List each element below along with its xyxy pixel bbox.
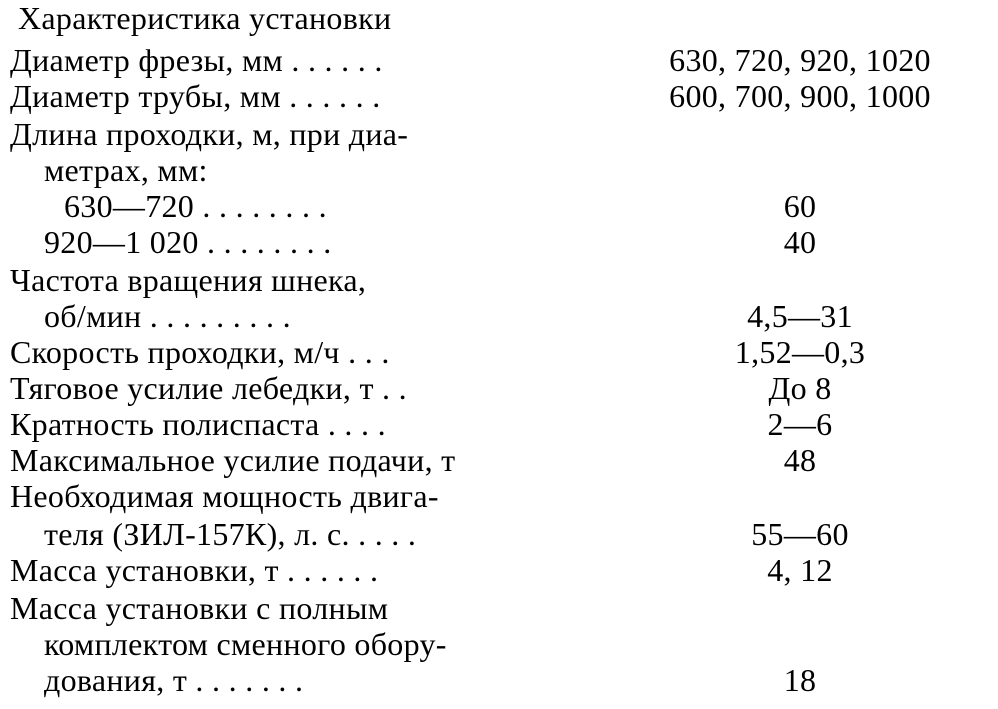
row-label-pulley-ratio: Кратность полиспаста . . . . [10, 406, 386, 442]
row-value-unit-mass: 4, 12 [767, 552, 833, 588]
row-label-winch-force: Тяговое усилие лебедки, т . . [10, 370, 407, 406]
document-title: Характеристика установки [18, 0, 392, 36]
row-value-max-feed-force: 48 [783, 442, 817, 478]
row-value-pipe-diameter: 600, 700, 900, 1000 [669, 78, 931, 114]
row-label-auger-speed-unit: об/мин . . . . . . . . . [44, 298, 291, 334]
row-label-auger-speed: Частота вращения шнека, [10, 262, 367, 298]
row-value-range-630-720: 60 [783, 188, 817, 224]
row-value-range-920-1020: 40 [783, 224, 817, 260]
row-value-pulley-ratio: 2—6 [767, 406, 833, 442]
row-label-drive-length-cont: метрах, мм: [44, 152, 208, 188]
row-label-full-mass: Масса установки с полным [10, 590, 389, 626]
row-label-range-920-1020: 920—1 020 . . . . . . . . [44, 224, 332, 260]
row-value-drive-speed: 1,52—0,3 [734, 334, 866, 370]
row-label-drive-speed: Скорость проходки, м/ч . . . [10, 334, 390, 370]
row-label-engine-power: Необходимая мощность двига- [10, 478, 439, 514]
row-value-winch-force: До 8 [768, 370, 832, 406]
row-label-pipe-diameter: Диаметр трубы, мм . . . . . . [10, 78, 381, 114]
row-label-max-feed-force: Максимальное усилие подачи, т [10, 442, 456, 478]
row-value-engine-power: 55—60 [751, 516, 849, 552]
row-value-auger-speed: 4,5—31 [747, 298, 853, 334]
row-label-mill-diameter: Диаметр фрезы, мм . . . . . . [10, 42, 383, 78]
row-label-unit-mass: Масса установки, т . . . . . . [10, 552, 379, 588]
row-label-drive-length: Длина проходки, м, при диа- [10, 116, 409, 152]
row-value-mill-diameter: 630, 720, 920, 1020 [669, 42, 931, 78]
row-label-full-mass-cont1: комплектом сменного обору- [44, 626, 447, 662]
row-label-engine-power-cont: теля (ЗИЛ-157К), л. с. . . . . [44, 516, 417, 552]
row-label-full-mass-cont2: дования, т . . . . . . . [44, 662, 304, 698]
row-label-range-630-720: 630—720 . . . . . . . . [64, 188, 327, 224]
row-value-full-mass: 18 [783, 662, 817, 698]
